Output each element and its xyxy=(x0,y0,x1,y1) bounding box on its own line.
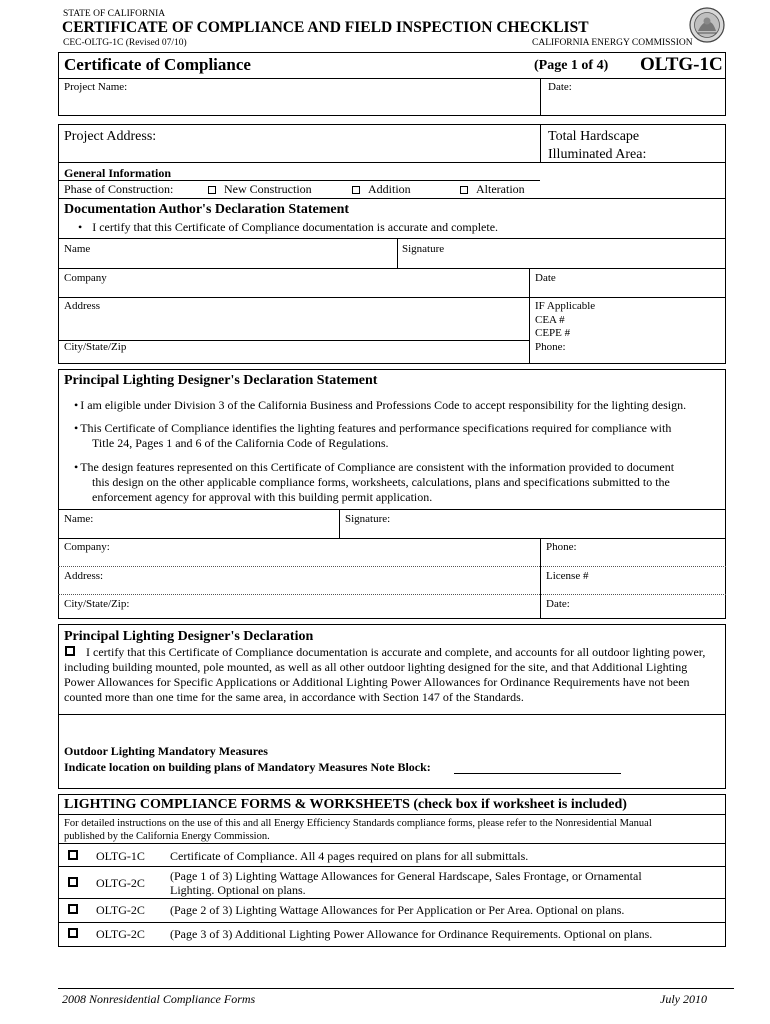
designer-bullet-2 xyxy=(74,421,671,435)
forms-row-3-code: OLTG-2C xyxy=(96,903,145,917)
form-title: CERTIFICATE OF COMPLIANCE AND FIELD INSPECTION CHECKLIST xyxy=(62,19,589,36)
forms-row-2-code: OLTG-2C xyxy=(96,876,145,890)
alteration-checkbox[interactable] xyxy=(460,186,468,194)
addition-option[interactable] xyxy=(352,182,411,197)
forms-row-2-desc-cont: Lighting. Optional on plans. xyxy=(170,883,306,897)
designer-bullet-3 xyxy=(74,460,674,474)
designer-bullet-3-cont1: this design on the other applicable compliance forms, worksheets, calculations, plans and specifications submitted to the xyxy=(92,475,670,489)
new-construction-checkbox[interactable] xyxy=(208,186,216,194)
designer-heading: Principal Lighting Designer's Declaration Statement xyxy=(64,373,378,388)
addition-label: Addition xyxy=(368,182,411,196)
forms-row-1-checkbox[interactable] xyxy=(68,850,78,860)
author-phone-label: Phone: xyxy=(535,341,566,353)
author-city-label: City/State/Zip xyxy=(64,341,127,353)
designer-bullet-2-cont: Title 24, Pages 1 and 6 of the California Code of Regulations. xyxy=(92,436,389,450)
footer-rule xyxy=(58,988,734,989)
date-label: Date: xyxy=(548,81,572,93)
mandatory-instruction: Indicate location on building plans of Mandatory Measures Note Block: xyxy=(64,760,431,774)
forms-intro-1: For detailed instructions on the use of this and all Energy Efficiency Standards compliance forms, please refer to the Nonresidential Manual xyxy=(64,818,652,829)
forms-row-4-checkbox[interactable] xyxy=(68,928,78,938)
designer-name-label: Name: xyxy=(64,513,94,525)
if-applicable-label: IF Applicable xyxy=(535,300,596,312)
designer-city-label: City/State/Zip: xyxy=(64,598,130,610)
certificate-title: Certificate of Compliance xyxy=(64,55,251,74)
project-address-label: Project Address: xyxy=(64,129,157,144)
author-address-label: Address xyxy=(64,300,101,312)
forms-row-4-code: OLTG-2C xyxy=(96,927,145,941)
designer-company-label: Company: xyxy=(64,541,110,553)
cepe-label: CEPE # xyxy=(535,327,571,339)
form-code: OLTG-1C xyxy=(640,54,723,75)
designer-bullet-2-text: This Certificate of Compliance identifies the lighting features and performance specifications required for compliance with xyxy=(80,421,672,435)
general-info-heading: General Information xyxy=(64,166,171,180)
author-date-label: Date xyxy=(535,272,556,284)
designer-bullet-1 xyxy=(74,398,686,412)
forms-row-3-checkbox[interactable] xyxy=(68,904,78,914)
addition-checkbox[interactable] xyxy=(352,186,360,194)
designer-bullet-1-text: I am eligible under Division 3 of the California Business and Professions Code to accept responsibility for the lighting design. xyxy=(80,398,687,412)
forms-intro-2: published by the California Energy Commission. xyxy=(64,831,270,842)
new-construction-option[interactable] xyxy=(208,182,312,197)
designer-license-label: License # xyxy=(546,570,589,582)
designer-phone-label: Phone: xyxy=(546,541,577,553)
forms-heading: LIGHTING COMPLIANCE FORMS & WORKSHEETS (check box if worksheet is included) xyxy=(64,797,627,812)
author-bullet-text: I certify that this Certificate of Compliance documentation is accurate and complete. xyxy=(92,220,499,234)
designer-bullet-3-cont2: enforcement agency for approval with this building permit application. xyxy=(92,490,433,504)
forms-row-1-code: OLTG-1C xyxy=(96,849,145,863)
designer-signature-label: Signature: xyxy=(345,513,391,525)
author-company-label: Company xyxy=(64,272,107,284)
author-name-label: Name xyxy=(64,243,91,255)
author-heading: Documentation Author's Declaration Statement xyxy=(64,202,350,217)
project-name-label: Project Name: xyxy=(64,81,128,93)
forms-row-2-checkbox[interactable] xyxy=(68,877,78,887)
declaration-heading: Principal Lighting Designer's Declaration xyxy=(64,629,314,644)
designer-bullet-3-text: The design features represented on this Certificate of Compliance are consistent with the information provided to document xyxy=(80,460,675,474)
forms-row-1-desc: Certificate of Compliance. All 4 pages required on plans for all submittals. xyxy=(170,849,529,863)
author-signature-label: Signature xyxy=(402,243,445,255)
author-bullet: • I certify that this Certificate of Compliance documentation is accurate and complete. xyxy=(78,220,499,234)
alteration-label: Alteration xyxy=(476,182,525,196)
designer-date-label: Date: xyxy=(546,598,570,610)
hardscape-label-2: Illuminated Area: xyxy=(548,147,647,162)
hardscape-label-1: Total Hardscape xyxy=(548,129,640,144)
footer-left: 2008 Nonresidential Compliance Forms xyxy=(62,992,256,1006)
footer-right: July 2010 xyxy=(660,992,707,1006)
cea-label: CEA # xyxy=(535,314,565,326)
agency-label: CALIFORNIA ENERGY COMMISSION xyxy=(532,38,693,48)
alteration-option[interactable] xyxy=(460,182,525,197)
declaration-text: I certify that this Certificate of Compliance documentation is accurate and complete, and accounts for all outdoor lighting power, including building mounted, pole mounted, as well as all other outdoor lighting designed for the site, and that Additional Lighting Power Allowances for Specific Applications or Additional Lighting Power Allowances for Ordinance Requirements have not been counted more than one time for the same area, in accordance with Section 147 of the Standards. xyxy=(64,645,706,704)
new-construction-label: New Construction xyxy=(224,182,312,196)
forms-row-4-desc: (Page 3 of 3) Additional Lighting Power Allowance for Ordinance Requirements. Optional on plans. xyxy=(170,927,653,941)
mandatory-heading: Outdoor Lighting Mandatory Measures xyxy=(64,744,268,758)
page-indicator: (Page 1 of 4) xyxy=(534,58,609,73)
phase-label: Phase of Construction: xyxy=(64,182,174,196)
state-label: STATE OF CALIFORNIA xyxy=(63,9,166,19)
state-seal-icon xyxy=(689,7,725,43)
forms-row-2-desc: (Page 1 of 3) Lighting Wattage Allowances for General Hardscape, Sales Frontage, or Ornamental xyxy=(170,869,642,883)
form-id: CEC-OLTG-1C (Revised 07/10) xyxy=(63,38,187,48)
designer-address-label: Address: xyxy=(64,570,104,582)
forms-row-3-desc: (Page 2 of 3) Lighting Wattage Allowances for Per Application or Per Area. Optional on plans. xyxy=(170,903,625,917)
mandatory-location-field[interactable] xyxy=(454,773,621,774)
